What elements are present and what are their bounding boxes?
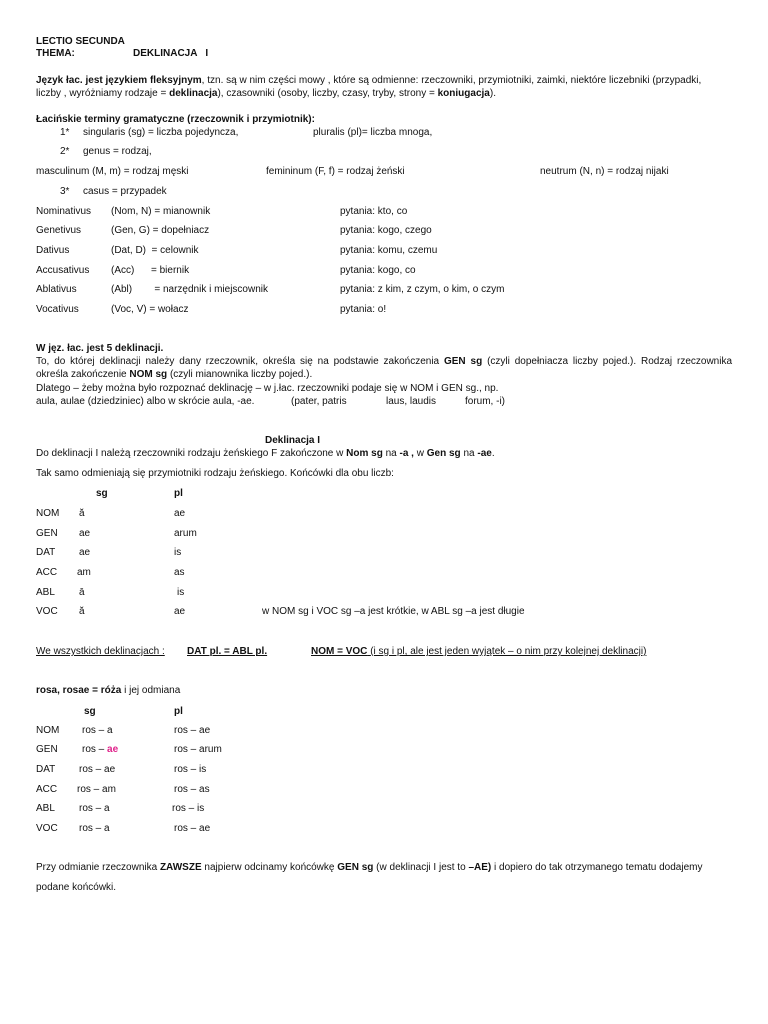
term-number: 2*	[60, 146, 70, 157]
ending-pl: is	[174, 547, 182, 558]
rule-explanation: (i sg i pl, ale jest jeden wyjątek – o nim przy kolejnej deklinacji)	[370, 646, 647, 657]
ending-pl: ae	[174, 508, 186, 519]
ending-pl: ae	[174, 606, 186, 617]
case-question: pytania: kogo, co	[340, 265, 416, 276]
case-name: Ablativus	[36, 284, 77, 295]
ending-sg: ae	[79, 528, 91, 539]
paragraph-text: Przy odmianie rzeczownika	[36, 862, 158, 873]
ending-case: ACC	[36, 567, 58, 578]
case-name: Vocativus	[36, 304, 79, 315]
column-header-pl: pl	[174, 488, 183, 499]
declension-1-heading: Deklinacja I	[265, 435, 321, 446]
intro-text: ).	[489, 88, 496, 99]
nom-sg-term: Nom sg	[346, 448, 383, 459]
intro-text: liczby , wyróżniamy rodzaje =	[36, 88, 167, 99]
rosa-case: ABL	[36, 803, 55, 814]
genus-term: genus = rodzaj,	[83, 146, 152, 157]
declension-1-definition	[36, 448, 495, 459]
case-abbr: (Abl) = narzędnik i miejscownik	[111, 284, 268, 295]
column-header-sg: sg	[84, 706, 96, 717]
case-abbr: (Acc) = biernik	[111, 265, 190, 276]
ending-case: GEN	[36, 528, 58, 539]
case-name: Genetivus	[36, 225, 82, 236]
pluralis-term: pluralis (pl)= liczba mnoga,	[313, 127, 433, 138]
masculinum-term: masculinum (M, m) = rodzaj męski	[36, 166, 189, 177]
rosa-case: DAT	[36, 764, 56, 775]
intro-text: ), czasowniki (osoby, liczby, czasy, tryby, strony =	[217, 88, 435, 99]
paragraph-line	[36, 369, 312, 380]
rule-intro: We wszystkich deklinacjach :	[36, 646, 165, 657]
gen-sg-term: GEN sg	[337, 862, 374, 873]
rosa-sg: ros – a	[82, 725, 113, 736]
rosa-pl: ros – as	[174, 784, 210, 795]
document-title: LECTIO SECUNDA	[36, 36, 125, 47]
rule-nom-voc: NOM = VOC	[311, 646, 368, 657]
rosa-word: rosa, rosae = róża	[36, 685, 122, 696]
vowel-length-note: w NOM sg i VOC sg –a jest krótkie, w ABL sg –a jest długie	[262, 606, 525, 617]
koniugacja-term: koniugacja	[437, 88, 490, 99]
case-abbr: (Gen, G) = dopełniacz	[111, 225, 210, 236]
endings-intro: Tak samo odmieniają się przymiotniki rodzaju żeńskiego. Końcówki dla obu liczb:	[36, 468, 394, 479]
paragraph-text: (czyli dopełniacza liczby pojed.). Rodzaj rzeczownika	[487, 356, 733, 367]
rule-spacer	[256, 646, 313, 657]
paragraph-text: (w deklinacji I jest to	[376, 862, 466, 873]
ending-sg: ā	[79, 587, 85, 598]
ending-case: ABL	[36, 587, 55, 598]
rosa-pl: ros – ae	[174, 823, 211, 834]
neutrum-term: neutrum (N, n) = rodzaj nijaki	[540, 166, 669, 177]
rosa-sg	[82, 744, 118, 755]
column-header-pl: pl	[174, 706, 183, 717]
paragraph-text: To, do której deklinacji należy dany rzeczownik, określa się na podstawie zakończenia	[36, 356, 440, 367]
case-name: Dativus	[36, 245, 70, 256]
ending-ae: -ae	[477, 448, 492, 459]
paragraph-text: (czyli mianownika liczby pojed.).	[169, 369, 313, 380]
case-question: pytania: o!	[340, 304, 387, 315]
rosa-pl: ros – is	[174, 764, 207, 775]
deklinacja-term: deklinacja	[169, 88, 218, 99]
rosa-case: ACC	[36, 784, 58, 795]
term-number: 3*	[60, 186, 70, 197]
column-header-sg: sg	[96, 488, 108, 499]
case-abbr: (Dat, D) = celownik	[111, 245, 199, 256]
ending-sg: ă	[79, 508, 85, 519]
ending-pl: as	[174, 567, 185, 578]
intro-text: , tzn. są w nim części mowy , które są odmienne: rzeczowniki, przymiotniki, zaimki, niektóre liczebniki (przypadki,	[201, 75, 702, 86]
rosa-case: NOM	[36, 725, 60, 736]
term-number: 1*	[60, 127, 70, 138]
example-forum: forum, -i)	[465, 396, 505, 407]
ending-ae-term: –AE)	[468, 862, 492, 873]
gen-sg-term: Gen sg	[426, 448, 461, 459]
intro-bold-term: Język łac. jest językiem fleksyjnym	[36, 75, 202, 86]
rosa-pl: ros – arum	[174, 744, 222, 755]
terms-heading: Łacińskie terminy gramatyczne (rzeczownik i przymiotnik):	[36, 114, 315, 125]
case-question: pytania: kto, co	[340, 206, 408, 217]
rosa-sg: ros – a	[79, 803, 110, 814]
rosa-case: VOC	[36, 823, 58, 834]
femininum-term: femininum (F, f) = rodzaj żeński	[266, 166, 405, 177]
rosa-sg: ros – ae	[79, 764, 116, 775]
thema-value: DEKLINACJA I	[133, 48, 209, 59]
example-pater: (pater, patris	[291, 396, 347, 407]
ending-case: DAT	[36, 547, 56, 558]
thema-label: THEMA:	[36, 48, 75, 59]
final-instruction-end: podane końcówki.	[36, 882, 117, 893]
paragraph-text: na	[385, 448, 397, 459]
paragraph-text: określa zakończenie	[36, 369, 127, 380]
case-question: pytania: z kim, z czym, o kim, o czym	[340, 284, 505, 295]
nom-sg-term: NOM sg	[129, 369, 168, 380]
rosa-stem: ros –	[82, 744, 105, 755]
ending-pl: arum	[174, 528, 197, 539]
intro-line-1	[36, 75, 701, 86]
rosa-sg: ros – a	[79, 823, 110, 834]
ending-pl: is	[177, 587, 185, 598]
case-question: pytania: kogo, czego	[340, 225, 432, 236]
rosa-pl: ros – ae	[174, 725, 211, 736]
zawsze-term: ZAWSZE	[159, 862, 202, 873]
rosa-heading-text: i jej odmiana	[124, 685, 181, 696]
ending-sg: am	[77, 567, 91, 578]
paragraph-text: Do deklinacji I należą rzeczowniki rodzaju żeńskiego F zakończone w	[36, 448, 344, 459]
case-abbr: (Nom, N) = mianownik	[111, 206, 211, 217]
highlighted-ending: ae	[107, 744, 119, 755]
case-name: Nominativus	[36, 206, 92, 217]
case-name: Accusativus	[36, 265, 90, 276]
gen-sg-term: GEN sg	[443, 356, 483, 367]
casus-term: casus = przypadek	[83, 186, 167, 197]
ending-sg: ae	[79, 547, 91, 558]
paragraph-line	[36, 356, 732, 367]
ending-case: VOC	[36, 606, 58, 617]
rosa-case: GEN	[36, 744, 58, 755]
singularis-term: singularis (sg) = liczba pojedyncza,	[83, 127, 239, 138]
paragraph-line: Dlatego – żeby można było rozpoznać deklinację – w j.łac. rzeczowniki podaje się w NOM i GEN sg., np.	[36, 383, 499, 394]
rosa-pl: ros – is	[172, 803, 205, 814]
paragraph-text: i dopiero do tak otrzymanego tematu dodajemy	[494, 862, 703, 873]
rosa-sg: ros – am	[77, 784, 116, 795]
case-abbr: (Voc, V) = wołacz	[111, 304, 189, 315]
ending-sg: ă	[79, 606, 85, 617]
paragraph-text: na	[463, 448, 475, 459]
paragraph-text: najpierw odcinamy końcówkę	[204, 862, 335, 873]
final-instruction	[36, 862, 702, 873]
case-question: pytania: komu, czemu	[340, 245, 438, 256]
example-aula: aula, aulae (dziedziniec) albo w skrócie aula, -ae.	[36, 396, 255, 407]
ending-case: NOM	[36, 508, 60, 519]
paragraph-text: .	[491, 448, 495, 459]
rule-nom-voc-line	[311, 646, 646, 657]
example-laus: laus, laudis	[386, 396, 437, 407]
paragraph-text: w	[416, 448, 424, 459]
ending-a: -a ,	[399, 448, 414, 459]
rule-dat-abl: DAT pl. = ABL pl.	[187, 646, 268, 657]
five-declensions-heading: W jęz. łac. jest 5 deklinacji.	[36, 343, 164, 354]
intro-line-2	[36, 88, 496, 99]
rosa-heading	[36, 685, 180, 696]
